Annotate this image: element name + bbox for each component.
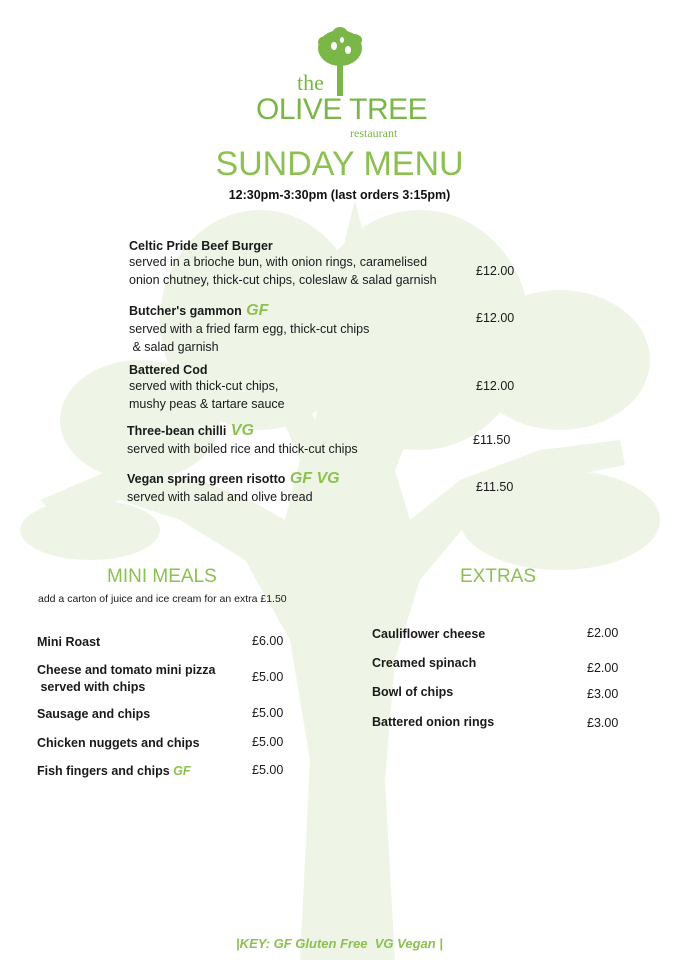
mini-item-name: Chicken nuggets and chips bbox=[37, 736, 200, 750]
dish-chilli bbox=[127, 422, 358, 458]
dietary-tag: GF VG bbox=[289, 470, 340, 487]
extra-item-price: £2.00 bbox=[587, 661, 619, 675]
extra-item-price: £3.00 bbox=[587, 687, 619, 701]
dish-name: Three-bean chilli bbox=[127, 424, 227, 438]
dish-name: Vegan spring green risotto bbox=[127, 472, 286, 486]
logo-restaurant: restaurant bbox=[350, 126, 398, 140]
dish-price: £12.00 bbox=[476, 311, 515, 325]
logo-name: OLIVE TREE bbox=[256, 93, 428, 126]
mini-item-price: £5.00 bbox=[252, 706, 284, 720]
dish-description: served with thick-cut chips, bbox=[129, 379, 279, 393]
mini-item-name: Mini Roast bbox=[37, 635, 101, 649]
dish-price: £12.00 bbox=[476, 264, 515, 278]
dish-name: Butcher's gammon bbox=[129, 304, 242, 318]
olive-tree-logo-icon bbox=[254, 26, 424, 144]
mini-meals-title: MINI MEALS bbox=[107, 566, 217, 587]
mini-item-name-line2: served with chips bbox=[37, 680, 146, 694]
dietary-key: |KEY: GF Gluten Free VG Vegan | bbox=[236, 936, 443, 951]
mini-meals-note: add a carton of juice and ice cream for an extra £1.50 bbox=[38, 593, 287, 605]
logo-the: the bbox=[297, 70, 324, 95]
dish-description: served in a brioche bun, with onion rings, caramelised bbox=[129, 255, 428, 269]
mini-item-name: Fish fingers and chips bbox=[37, 764, 170, 778]
dish-name: Celtic Pride Beef Burger bbox=[129, 239, 273, 253]
opening-hours: 12:30pm-3:30pm (last orders 3:15pm) bbox=[228, 188, 451, 202]
dietary-tag: VG bbox=[230, 422, 254, 439]
page-title: SUNDAY MENU bbox=[215, 145, 464, 183]
dietary-tag: GF bbox=[246, 302, 269, 319]
dish-description: served with a fried farm egg, thick-cut chips bbox=[129, 322, 370, 336]
mini-item-name: Sausage and chips bbox=[37, 707, 151, 721]
dish-description: & salad garnish bbox=[129, 340, 219, 354]
dish-price: £11.50 bbox=[473, 433, 511, 447]
dish-description: served with salad and olive bread bbox=[127, 490, 313, 504]
dish-burger bbox=[129, 239, 437, 289]
mini-item-fish bbox=[37, 763, 191, 780]
mini-item-price: £5.00 bbox=[252, 763, 284, 777]
dish-risotto bbox=[127, 470, 340, 506]
extra-item-name: Cauliflower cheese bbox=[372, 627, 486, 641]
extra-item-name: Bowl of chips bbox=[372, 685, 454, 699]
extra-item-name: Creamed spinach bbox=[372, 656, 477, 670]
dish-gammon bbox=[129, 302, 369, 356]
extra-item-price: £2.00 bbox=[587, 626, 619, 640]
mini-item-name: Cheese and tomato mini pizza bbox=[37, 663, 216, 677]
mini-item-pizza bbox=[37, 662, 216, 696]
extras-title: EXTRAS bbox=[460, 566, 537, 587]
dish-description: served with boiled rice and thick-cut chips bbox=[127, 442, 358, 456]
dish-description: onion chutney, thick-cut chips, coleslaw & salad garnish bbox=[129, 273, 437, 287]
extra-item-price: £3.00 bbox=[587, 716, 619, 730]
dietary-tag: GF bbox=[173, 764, 191, 778]
dish-price: £12.00 bbox=[476, 379, 515, 393]
mini-item-price: £6.00 bbox=[252, 634, 284, 648]
mini-item-price: £5.00 bbox=[252, 735, 284, 749]
dish-description: mushy peas & tartare sauce bbox=[129, 397, 285, 411]
mini-item-price: £5.00 bbox=[252, 670, 284, 684]
extra-item-name: Battered onion rings bbox=[372, 715, 495, 729]
dish-name: Battered Cod bbox=[129, 363, 208, 377]
dish-cod bbox=[129, 363, 285, 413]
dish-price: £11.50 bbox=[476, 480, 514, 494]
